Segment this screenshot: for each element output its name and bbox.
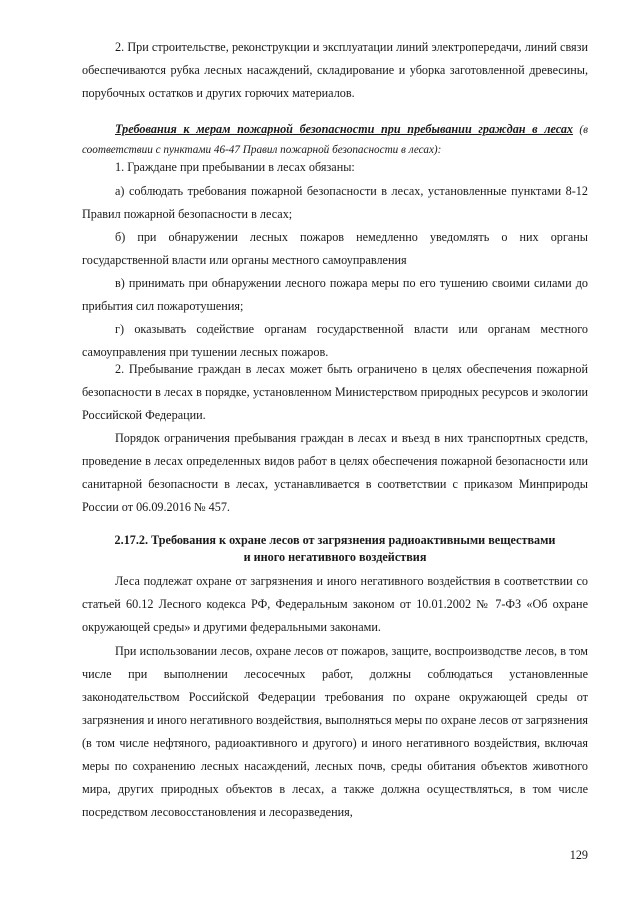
section-heading-line-2: и иного негативного воздействия — [243, 550, 427, 564]
paragraph-forest-use: При использовании лесов, охране лесов от пожаров, защите, воспроизводстве лесов, в том числе при выполнении лесосечных работ, должны соблюдаться установленные законодательством Российской Федерации требования по охране окружающей среды от загрязнения и иного негативного воздействия, выполняться меры по охране лесов от загрязнения (в том числе нефтяного, радиоактивного и другого) и иного негативного воздействия, включая меры по сохранению лесных насаждений, лесных почв, среды обитания объектов животного мира, других природных объектов в лесах, а также должна осуществляться, в том числе посредством лесовосстановления и лесоразведения, — [82, 644, 588, 819]
section-fire-safety-reference: (в соответствии с пунктами 46-47 Правил пожарной безопасности в лесах): — [82, 124, 588, 156]
paragraph-item-a: а) соблюдать требования пожарной безопасности в лесах, установленные пунктами 8-12 Правил пожарной безопасности в лесах; — [82, 184, 588, 221]
paragraph-item-v: в) принимать при обнаружении лесного пожара меры по его тушению своими силами до прибытия сил пожаротушения; — [82, 276, 588, 313]
paragraph-citizens-obliged: 1. Граждане при пребывании в лесах обязаны: — [115, 160, 355, 174]
paragraph-item-g: г) оказывать содействие органам государственной власти или органам местного самоуправления при тушении лесных пожаров. — [82, 322, 588, 359]
paragraph-power-lines: 2. При строительстве, реконструкции и эксплуатации линий электропередачи, линий связи обеспечиваются рубка лесных насаждений, складирование и уборка заготовленной древесины, порубочных остатков и других горючих материалов. — [82, 40, 588, 100]
section-heading-2-17-2 — [82, 532, 588, 566]
paragraph-forest-protection: Леса подлежат охране от загрязнения и иного негативного воздействия в соответствии со статьей 60.12 Лесного кодекса РФ, Федеральным законом от 10.01.2002 № 7-ФЗ «Об охране окружающей среды» и другими федеральными законами. — [82, 574, 588, 634]
section-fire-safety-title — [82, 120, 588, 160]
paragraph-item-b: б) при обнаружении лесных пожаров немедленно уведомлять о них органы государственной власти или органы местного самоуправления — [82, 230, 588, 267]
paragraph-restriction-order: Порядок ограничения пребывания граждан в лесах и въезд в них транспортных средств, проведение в лесах определенных видов работ в целях обеспечения пожарной безопасности или санитарной безопасности в лесах, устанавливается в соответствии с приказом Минприроды России от 06.09.2016 № 457. — [82, 431, 588, 514]
paragraph-stay-limited: 2. Пребывание граждан в лесах может быть ограничено в целях обеспечения пожарной безопасности в лесах в порядке, установленном Министерством природных ресурсов и экологии Российской Федерации. — [82, 362, 588, 422]
page-number: 129 — [569, 848, 588, 862]
section-heading-line-1: 2.17.2. Требования к охране лесов от загрязнения радиоактивными веществами — [114, 533, 556, 547]
section-fire-safety-heading: Требования к мерам пожарной безопасности при пребывании граждан в лесах — [115, 122, 574, 136]
